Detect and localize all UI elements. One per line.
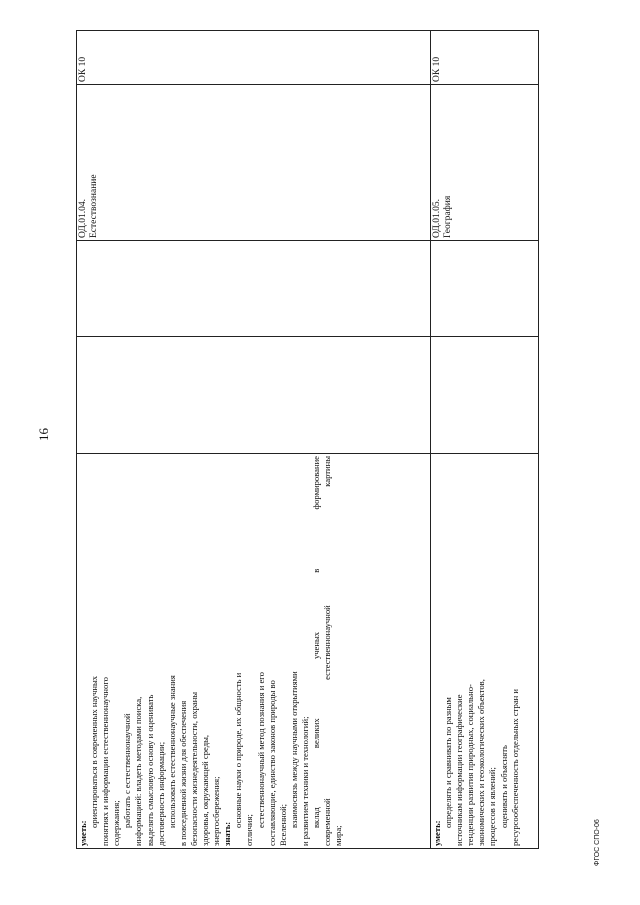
text-line: взаимосвязь между научными открытиями <box>288 671 299 828</box>
text-line: вклад великих ученых в формирование <box>310 456 321 828</box>
text-line: содержания; <box>111 800 122 846</box>
text-line: мира; <box>333 825 344 846</box>
discipline-code: ОД.01.05. <box>432 199 442 238</box>
text-line: составляющие, единство законов природы во <box>266 680 277 846</box>
text-line: естественнонаучный метод познания и его <box>255 672 266 828</box>
discipline-name: География <box>443 195 453 238</box>
table-row <box>431 31 539 849</box>
text-line: и развитием техники и технологий; <box>299 716 310 846</box>
page-number: 16 <box>36 428 51 441</box>
text-line: тенденции развития природных, социально- <box>465 684 476 846</box>
text-line: источникам информации географические <box>454 694 465 846</box>
text-line: экономических и геоэкологических объектов, <box>476 679 487 846</box>
text-line: выделять смысловую основу и оценивать <box>144 694 155 846</box>
footer-label: ФГОС СПО-06 <box>594 819 601 866</box>
discipline-name: Естествознание <box>89 174 99 238</box>
competence-code: ОК 10 <box>78 56 88 82</box>
competence-cell <box>431 31 539 85</box>
umet-label: уметь: <box>432 820 442 846</box>
text-line: энергосбережения; <box>211 776 222 846</box>
empty-cell <box>77 337 431 454</box>
text-line: работать с естественнонаучной <box>122 713 133 828</box>
empty-cell <box>77 241 431 337</box>
table-row <box>77 31 431 849</box>
text-line: достоверность информации; <box>155 741 166 846</box>
text-line: процессов и явлений; <box>487 767 498 846</box>
umet-label: уметь: <box>78 820 88 846</box>
text-line: современной естественнонаучной картины <box>322 456 333 846</box>
text-line: безопасности жизнедеятельности, охраны <box>188 691 199 846</box>
text-line: здоровья, окружающей среды, <box>200 734 211 846</box>
text-line: отличия; <box>244 814 255 846</box>
competence-cell <box>77 31 431 85</box>
znat-label: знать: <box>222 821 233 846</box>
text-line: ресурсообеспеченность отдельных стран и <box>509 689 520 846</box>
competency-cell <box>77 454 431 849</box>
text-line: информацией: владеть методами поиска, <box>133 696 144 846</box>
empty-cell <box>431 337 539 454</box>
curriculum-table <box>76 30 539 849</box>
text-line: использовать естественнонаучные знания <box>166 675 177 828</box>
text-line: понятиях и информации естественнонаучного <box>100 677 111 846</box>
text-line: определять и сравнивать по разным <box>443 697 454 828</box>
discipline-code: ОД.01.04. <box>78 199 88 238</box>
text-line: оценивать и объяснять <box>498 745 509 828</box>
text-line: ориентироваться в современных научных <box>89 675 100 828</box>
competence-code: ОК 10 <box>432 56 442 82</box>
competency-cell <box>431 454 539 849</box>
curriculum-table-wrapper <box>76 31 538 849</box>
text-line: Вселенной; <box>277 803 288 846</box>
text-line: основные науки о природе, их общность и <box>233 672 244 828</box>
discipline-cell <box>77 85 431 241</box>
text-line: в повседневной жизни для обеспечения <box>177 700 188 846</box>
empty-cell <box>431 241 539 337</box>
discipline-cell <box>431 85 539 241</box>
